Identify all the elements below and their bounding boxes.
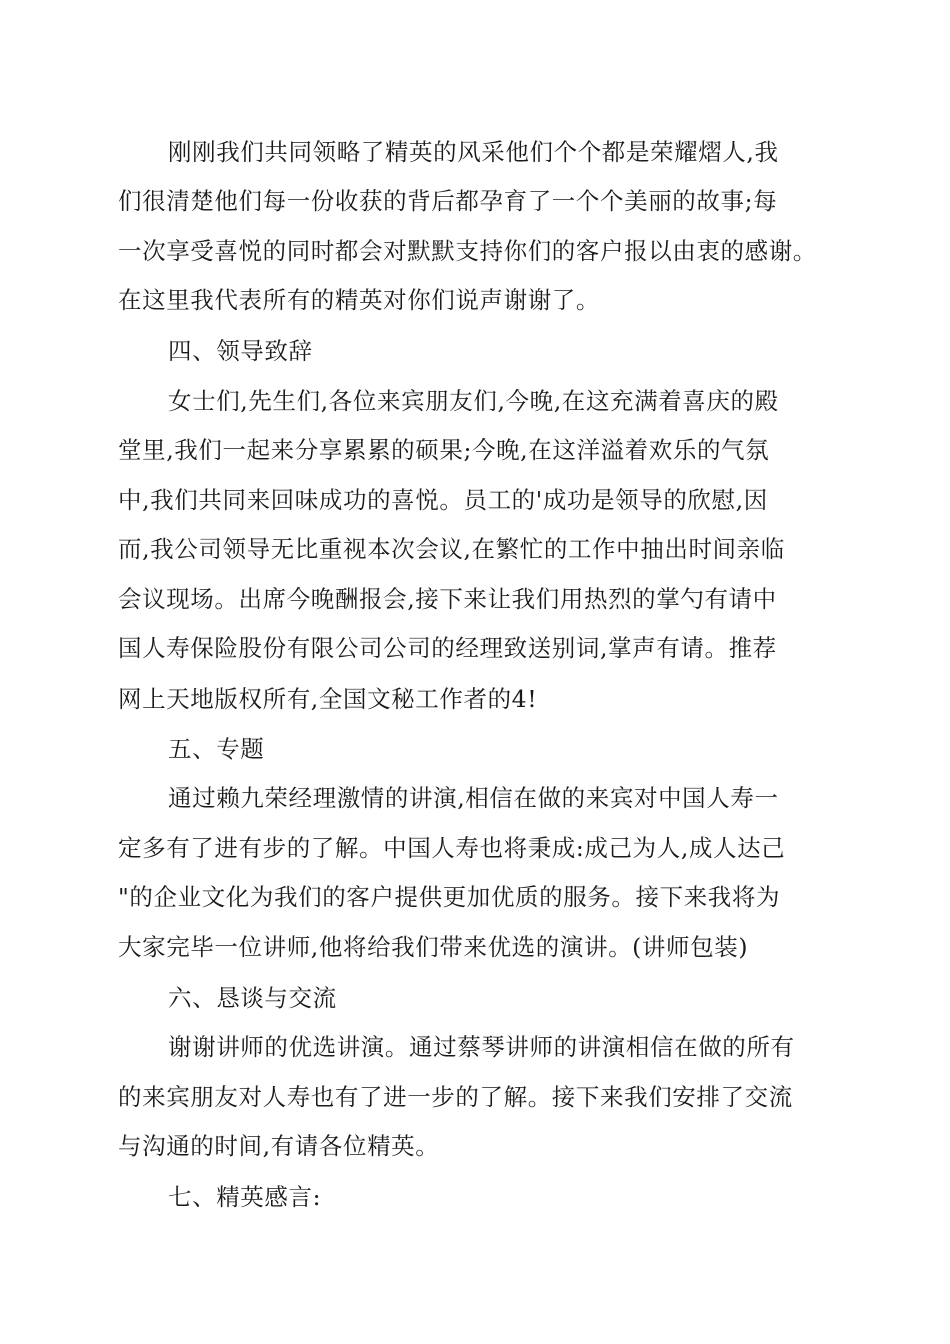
paragraph-line: 定多有了进有步的了解。中国人寿也将秉成:成己为人,成人达己	[118, 834, 786, 862]
paragraph-line: 国人寿保险股份有限公司公司的经理致送别词,掌声有请。推荐	[118, 634, 777, 662]
section-heading: 六、恳谈与交流	[168, 984, 337, 1012]
section-heading: 四、领导致辞	[168, 337, 313, 365]
paragraph-line: 中,我们共同来回味成功的喜悦。员工的'成功是领导的欣慰,因	[118, 486, 768, 514]
paragraph-line: 们很清楚他们每一份收获的背后都孕育了一个个美丽的故事;每	[118, 187, 778, 215]
paragraph-line: 大家完毕一位讲师,他将给我们带来优选的演讲。(讲师包装)	[118, 933, 749, 961]
paragraph-line: 谢谢讲师的优选讲演。通过蔡琴讲师的讲演相信在做的所有	[168, 1033, 795, 1061]
paragraph-line: 会议现场。出席今晚酬报会,接下来让我们用热烈的掌勺有请中	[118, 585, 777, 613]
paragraph-line: 堂里,我们一起来分享累累的硕果;今晚,在这洋溢着欢乐的气氛	[118, 436, 770, 464]
paragraph-line: 与沟通的时间,有请各位精英。	[118, 1132, 440, 1160]
paragraph-line: 通过赖九荣经理激情的讲演,相信在做的来宾对中国人寿一	[168, 784, 779, 812]
paragraph-line: 的来宾朋友对人寿也有了进一步的了解。接下来我们安排了交流	[118, 1083, 793, 1111]
paragraph-line: 一次享受喜悦的同时都会对默默支持你们的客户报以由衷的感谢。	[118, 237, 817, 265]
paragraph-line: 刚刚我们共同领略了精英的风采他们个个都是荣耀熠人,我	[168, 138, 779, 166]
paragraph-line: 女士们,先生们,各位来宾朋友们,今晚,在这充满着喜庆的殿	[168, 387, 779, 415]
paragraph-line: 在这里我代表所有的精英对你们说声谢谢了。	[118, 286, 600, 314]
paragraph-line: 而,我公司领导无比重视本次会议,在繁忙的工作中抽出时间亲临	[118, 535, 785, 563]
section-heading: 五、专题	[168, 735, 265, 763]
paragraph-line: "的企业文化为我们的客户提供更加优质的服务。接下来我将为	[118, 883, 781, 911]
section-heading: 七、精英感言:	[168, 1183, 322, 1211]
paragraph-line: 网上天地版权所有,全国文秘工作者的4!	[118, 685, 538, 713]
